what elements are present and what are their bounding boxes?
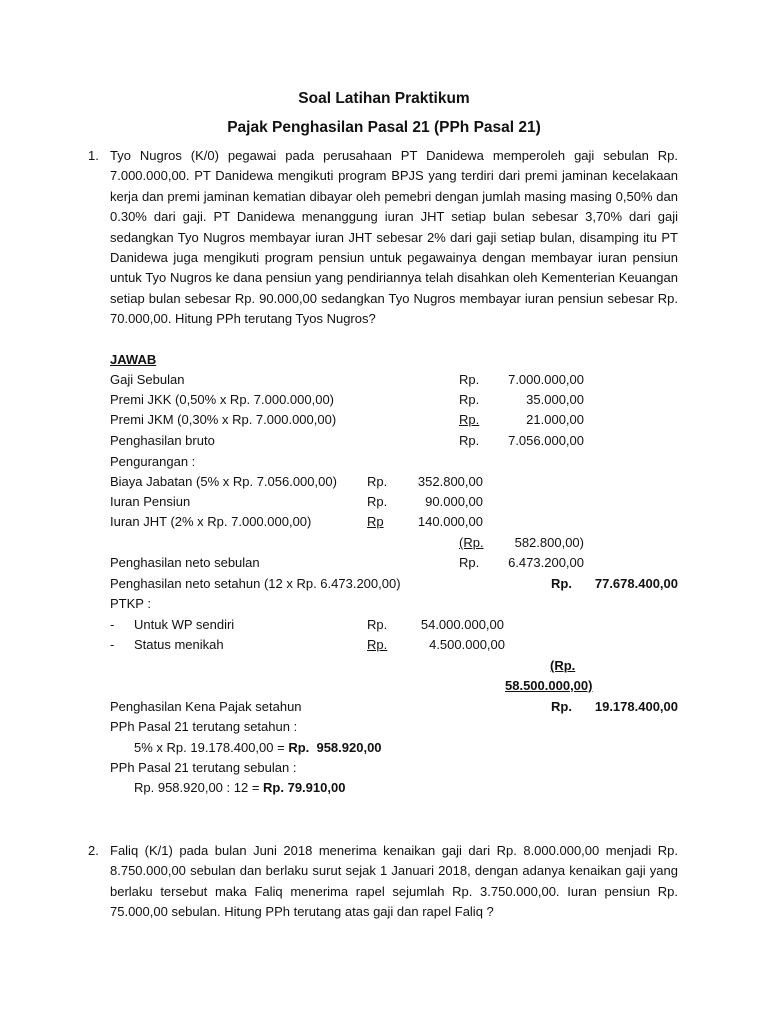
q2-number: 2. — [88, 843, 99, 858]
status-menikah-rp: Rp. — [367, 637, 388, 652]
pph-sebulan-result: Rp. 79.910,00 — [263, 780, 346, 795]
neto-setahun-rp: Rp. — [551, 576, 572, 591]
gaji-rp: Rp. — [459, 372, 480, 387]
biaya-jabatan-rp: Rp. — [367, 474, 388, 489]
gaji-label: Gaji Sebulan — [110, 372, 185, 387]
pph-sebulan-label: PPh Pasal 21 terutang sebulan : — [110, 760, 297, 775]
iuran-jht-value: 140.000,00 — [417, 514, 483, 529]
status-menikah-value: 4.500.000,00 — [429, 637, 505, 652]
pkp-rp: Rp. — [551, 699, 572, 714]
iuran-jht-rp: Rp — [367, 514, 384, 529]
iuran-jht-underline-row — [367, 514, 484, 529]
title-line-2: Pajak Penghasilan Pasal 21 (PPh Pasal 21) — [227, 119, 541, 136]
jkk-rp: Rp. — [459, 392, 480, 407]
jkm-underline-row — [459, 412, 586, 427]
total-pengurangan-value: 582.800,00) — [514, 535, 584, 550]
status-menikah-label: Status menikah — [134, 637, 224, 652]
wp-dash: - — [110, 617, 115, 632]
q1-text — [110, 146, 678, 330]
jkk-label: Premi JKK (0,50% x Rp. 7.000.000,00) — [110, 392, 335, 407]
neto-sebulan-label: Penghasilan neto sebulan — [110, 555, 260, 570]
jkm-rp: Rp. — [459, 412, 480, 427]
jkm-label: Premi JKM (0,30% x Rp. 7.000.000,00) — [110, 412, 337, 427]
status-menikah-underline-row — [367, 637, 506, 652]
pkp-value: 19.178.400,00 — [594, 699, 678, 714]
q1-paragraph: Tyo Nugros (K/0) pegawai pada perusahaan PT Danidewa memperoleh gaji sebulan Rp. 7.000.000,00. PT Danidewa mengikuti program BPJS yang terdiri dari premi jaminan kecelakaan kerja dan premi jaminan kematian dibayar oleh pemebri dengan jumlah masing masing 0,50% dan 0.30% dari gaji. PT Danidewa menanggung iuran JHT setiap bulan sebesar 3,70% dari gaji sedangkan Tyo Nugros membayar iuran JHT sebesar 2% dari gaji setiap bulan, disamping itu PT Danidewa juga mengikuti program pensiun untuk pegawainya dengan membayar iuran pensiun untuk Tyo Nugros ke dana pensiun yang pendiriannya telah disahkan oleh Kementerian Keuangan setiap bulan sebesar Rp. 90.000,00 sedangkan Tyo Nugros membayar iuran pensiun sebesar Rp. 70.000,00. Hitung PPh terutang Tyos Nugros? — [110, 148, 678, 327]
wp-sendiri-rp: Rp. — [367, 617, 388, 632]
jkk-value: 35.000,00 — [526, 392, 584, 407]
gaji-value: 7.000.000,00 — [508, 372, 584, 387]
ptkp-total-rp: (Rp. — [550, 658, 576, 673]
iuran-jht-label: Iuran JHT (2% x Rp. 7.000.000,00) — [110, 514, 312, 529]
pph-setahun-label: PPh Pasal 21 terutang setahun : — [110, 719, 298, 734]
total-pengurangan-rp: (Rp. — [459, 535, 484, 550]
ptkp-total-value: 58.500.000,00) — [505, 678, 593, 693]
bruto-label: Penghasilan bruto — [110, 433, 215, 448]
wp-sendiri-value: 54.000.000,00 — [420, 617, 504, 632]
q2-paragraph: Faliq (K/1) pada bulan Juni 2018 menerima kenaikan gaji dari Rp. 8.000.000,00 menjadi Rp. 8.750.000,00 sebulan dan berlaku surut sejak 1 Januari 2018, dengan adanya kenaikan gaji yang berlaku tersebut maka Faliq menerima rapel sejumlah Rp. 3.750.000,00. Iuran pensiun Rp. 75.000,00 sebulan. Hitung PPh terutang atas gaji dan rapel Faliq ? — [110, 843, 678, 920]
biaya-jabatan-label: Biaya Jabatan (5% x Rp. 7.056.000,00) — [110, 474, 337, 489]
jawab-heading: JAWAB — [110, 352, 157, 367]
biaya-jabatan-value: 352.800,00 — [417, 474, 483, 489]
neto-setahun-value: 77.678.400,00 — [594, 576, 678, 591]
pph-sebulan-line — [134, 780, 345, 795]
title-line-1: Soal Latihan Praktikum — [298, 90, 470, 107]
q2-text — [110, 841, 678, 923]
pengurangan-label: Pengurangan : — [110, 454, 196, 469]
iuran-pensiun-value: 90.000,00 — [425, 494, 483, 509]
pkp-label: Penghasilan Kena Pajak setahun — [110, 699, 302, 714]
jkm-value: 21.000,00 — [526, 412, 584, 427]
iuran-pensiun-rp: Rp. — [367, 494, 388, 509]
ptkp-label: PTKP : — [110, 596, 151, 611]
neto-setahun-label: Penghasilan neto setahun (12 x Rp. 6.473.200,00) — [110, 576, 401, 591]
bruto-value: 7.056.000,00 — [508, 433, 584, 448]
wp-sendiri-label: Untuk WP sendiri — [134, 617, 235, 632]
total-pengurangan-row — [459, 535, 585, 550]
iuran-pensiun-label: Iuran Pensiun — [110, 494, 191, 509]
sm-dash: - — [110, 637, 115, 652]
pph-setahun-result: Rp. 958.920,00 — [288, 740, 382, 755]
pph-setahun-line — [134, 740, 382, 755]
pph-sebulan-calc: Rp. 958.920,00 : 12 = — [134, 780, 264, 795]
neto-sebulan-rp: Rp. — [459, 555, 480, 570]
neto-sebulan-value: 6.473.200,00 — [508, 555, 584, 570]
bruto-rp: Rp. — [459, 433, 480, 448]
pph-setahun-calc: 5% x Rp. 19.178.400,00 = — [134, 740, 289, 755]
q1-number: 1. — [88, 148, 99, 163]
